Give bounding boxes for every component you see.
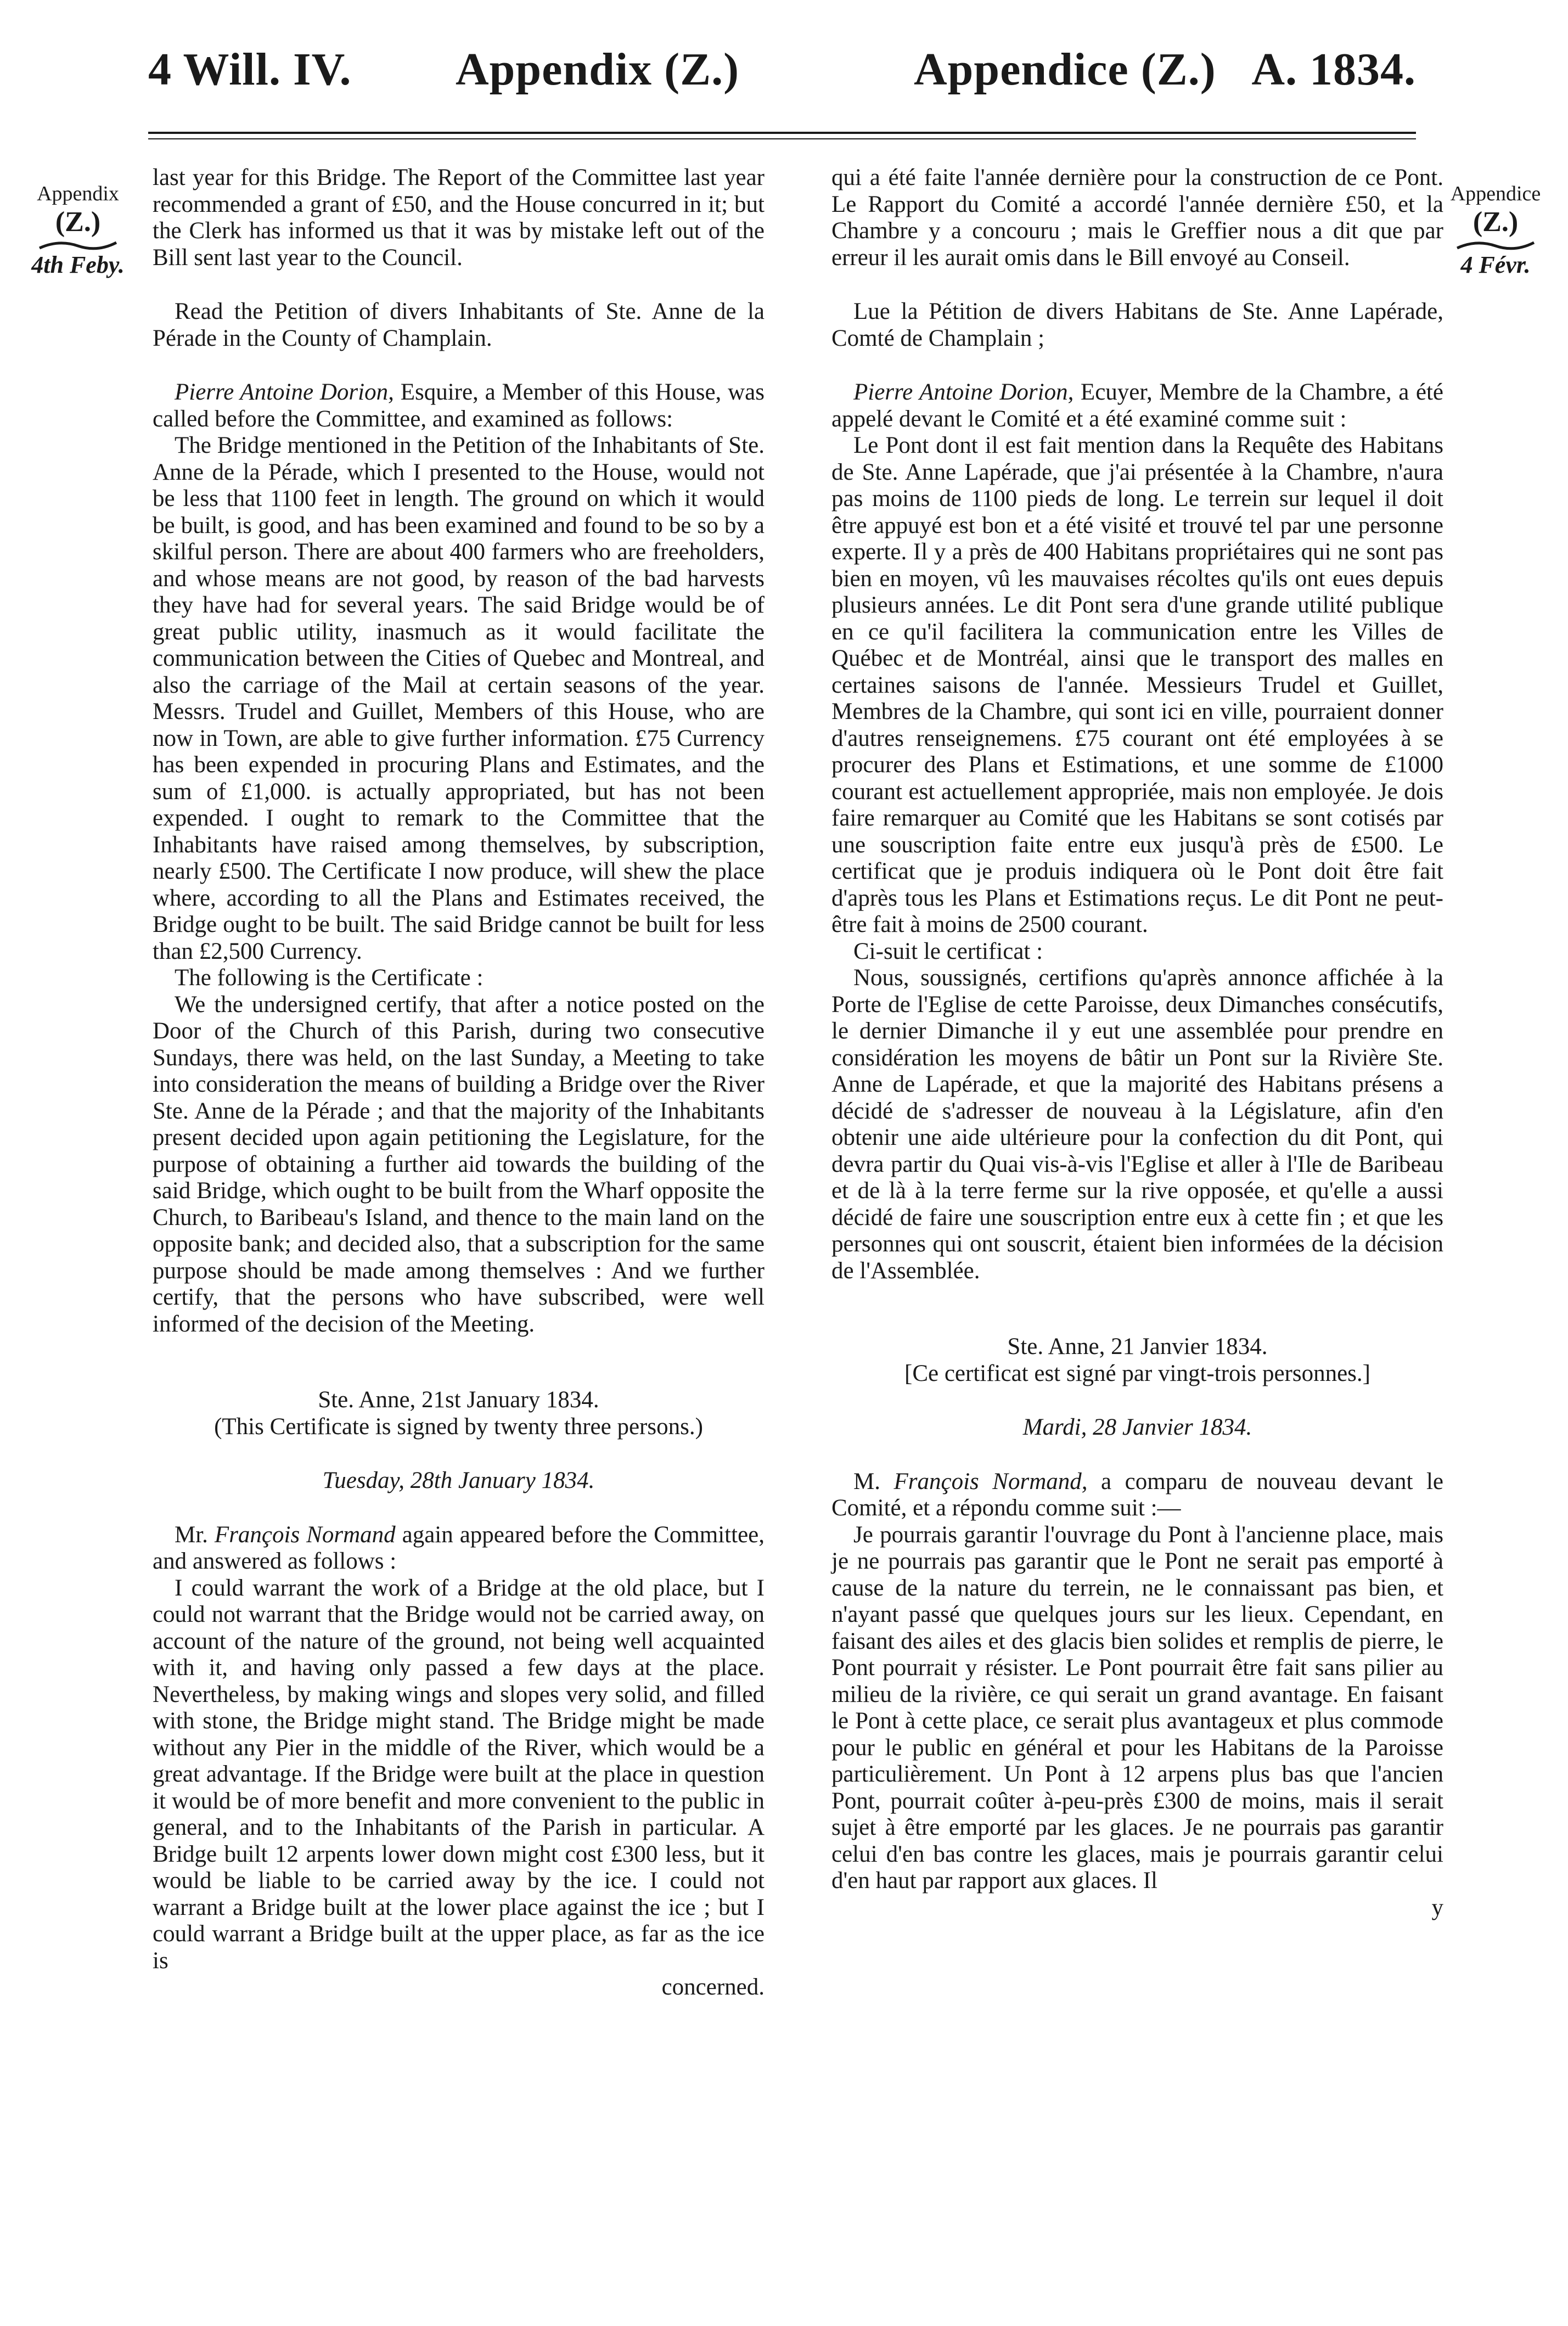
french-column xyxy=(831,165,1443,1921)
margin-note-left xyxy=(12,181,144,278)
day-heading: Mardi, 28 Janvier 1834. xyxy=(1022,1414,1252,1440)
paragraph: Ci-suit le certificat : xyxy=(853,938,1043,964)
witness-intro: Mr. François Normand again appeared before the Committee, and answered as follows : xyxy=(153,1521,765,1574)
place-date: Ste. Anne, 21st January 1834. xyxy=(318,1387,599,1413)
paragraph: qui a été faite l'année dernière pour la construction de ce Pont. Le Rapport du Comité a accordé l'année dernière £50, et la Chambre y a concouru ; mais le Greffier nous a dit que par erreur il les aurait omis dans le Bill envoyé au Conseil. xyxy=(831,165,1443,271)
paragraph: Lue la Pétition de divers Habitans de Ste. Anne Lapérade, Comté de Champlain ; xyxy=(831,299,1443,351)
margin-date: 4 Févr. xyxy=(1460,251,1531,278)
testimony: Je pourrais garantir l'ouvrage du Pont à l'ancienne place, mais je ne pourrais pas garantir que le Pont ne serait pas emporté à cause de la nature du terrein, ne le connaissant pas bien, et n'ayant passé que quelques jours sur les lieux. Cependant, en faisant des ailes et des glacis bien solides et remplis de pierre, le Pont pourrait y résister. Le Pont pourrait être fait sans pilier au milieu de la rivière, ce qui serait un grand avantage. En faisant le Pont à cette place, ce serait plus avantageux et plus commode pour le public en général et pour les Habitans de la Paroisse particulièrement. Un Pont à 12 arpens plus bas que l'ancien Pont, pourrait coûter à-peu-près £300 de moins, mais il serait sujet à être emporté par les glaces. Je ne pourrais pas garantir celui d'en bas contre les glaces, mais je pourrais garantir celui d'en haut par rapport aux glaces. Il xyxy=(831,1521,1443,1894)
header-rule xyxy=(148,132,1416,134)
witness-intro: M. François Normand, a comparu de nouveau devant le Comité, et a répondu comme suit :— xyxy=(831,1468,1443,1521)
flourish-icon xyxy=(1454,238,1537,252)
witness-name: François Normand xyxy=(214,1521,396,1548)
witness-name: François Normand, xyxy=(893,1468,1088,1495)
paragraph: last year for this Bridge. The Report of the Committee last year recommended a grant of £50, and the House concurred in it; but the Clerk has informed us that it was by mistake left out of the Bill sent last year to the Council. xyxy=(153,165,765,271)
margin-appendix-letter: (Z.) xyxy=(55,206,101,238)
witness-intro: Pierre Antoine Dorion, Ecuyer, Membre de la Chambre, a été appelé devant le Comité et a été examiné comme suit : xyxy=(831,379,1443,432)
certificate-text: Nous, soussignés, certifions qu'après annonce affichée à la Porte de l'Eglise de cette Paroisse, deux Dimanches consécutifs, le dernier Dimanche il y eut une assemblée pour prendre en considération les moyens de bâtir un Pont sur la Rivière Ste. Anne de Lapérade, et que la majorité des Habitans présens a décidé de s'adresser de nouveau à la Législature, afin d'en obtenir une aide ultérieure pour la confection du dit Pont, qui devra partir du Quai vis-à-vis l'Eglise et aller à l'Ile de Baribeau et de là à la terre ferme sur la rive opposée, et qu'elle a aussi décidé de faire une souscription entre eux à cette fin ; et que les personnes qui ont souscrit, étaient bien informées de la décision de l'Assemblée. xyxy=(831,965,1443,1284)
margin-label: Appendice xyxy=(1450,182,1541,205)
margin-appendix-letter: (Z.) xyxy=(1473,206,1519,238)
header-year: A. 1834. xyxy=(1251,44,1416,95)
margin-note-right xyxy=(1430,181,1561,278)
paragraph-end: y xyxy=(1431,1894,1443,1920)
english-column xyxy=(153,165,765,2001)
margin-date: 4th Feby. xyxy=(31,251,125,278)
testimony: I could warrant the work of a Bridge at the old place, but I could not warrant that the Bridge would not be carried away, on account of the nature of the ground, not being well acquainted with it, and having only passed a few days at the place. Nevertheless, by making wings and slopes very solid, and filled with stone, the Bridge might stand. The Bridge might be made without any Pier in the middle of the River, which would be a great advantage. If the Bridge were built at the place in question it would be of more benefit and more convenient to the public in general, and to the Inhabitants of the Parish in particular. A Bridge built 12 arpents lower down might cost £300 less, but it would be liable to be carried away by the ice. I could not warrant a Bridge built at the lower place against the ice ; but I could warrant a Bridge built at the upper place, as far as the ice is xyxy=(153,1575,765,1974)
header-appendix-fr: Appendice (Z.) xyxy=(914,44,1216,95)
signature-note: [Ce certificat est signé par vingt-trois personnes.] xyxy=(904,1360,1370,1386)
signature-note: (This Certificate is signed by twenty three persons.) xyxy=(214,1413,703,1440)
day-heading: Tuesday, 28th January 1834. xyxy=(322,1468,595,1493)
testimony: The Bridge mentioned in the Petition of the Inhabitants of Ste. Anne de la Pérade, which I presented to the House, would not be less that 1100 feet in length. The ground on which it would be built, is good, and has been examined and found to be so by a skilful person. There are about 400 farmers who are freeholders, and whose means are not good, by reason of the bad harvests they have had for several years. The said Bridge would be of great public utility, inasmuch as it would facilitate the communication between the Cities of Quebec and Montreal, and also the carriage of the Mail at certain seasons of the year. Messrs. Trudel and Guillet, Members of this House, who are now in Town, are able to give further information. £75 Currency has been expended in procuring Plans and Estimates, and the sum of £1,000. is actually appropriated, but has not been expended. I ought to remark to the Committee that the Inhabitants have raised among themselves, by subscription, nearly £500. The Certificate I now produce, will shew the place where, according to all the Plans and Estimates received, the Bridge ought to be built. The said Bridge cannot be built for less than £2,500 Currency. xyxy=(153,432,765,964)
header-appendix-en: Appendix (Z.) xyxy=(456,44,740,95)
running-header xyxy=(148,26,1416,95)
paragraph: Read the Petition of divers Inhabitants of Ste. Anne de la Pérade in the County of Champlain. xyxy=(153,299,765,351)
paragraph-end: concerned. xyxy=(661,1974,765,2000)
header-reign: 4 Will. IV. xyxy=(148,44,352,95)
witness-intro: Pierre Antoine Dorion, Esquire, a Member of this House, was called before the Committee, and examined as follows: xyxy=(153,379,765,432)
header-rule-thin xyxy=(148,138,1416,139)
paragraph: The following is the Certificate : xyxy=(175,965,484,991)
certificate-text: We the undersigned certify, that after a notice posted on the Door of the Church of this Parish, during two consecutive Sundays, there was held, on the last Sunday, a Meeting to take into consideration the means of building a Bridge over the River Ste. Anne de la Pérade ; and that the majority of the Inhabitants present decided upon again petitioning the Legislature, for the purpose of obtaining a further aid towards the building of the said Bridge, which ought to be built from the Wharf opposite the Church, to Baribeau's Island, and thence to the main land on the opposite bank; and decided also, that a subscription for the same purpose should be made among themselves : And we further certify, that the persons who have subscribed, were well informed of the decision of the Meeting. xyxy=(153,991,765,1337)
testimony: Le Pont dont il est fait mention dans la Requête des Habitans de Ste. Anne Lapérade, que j'ai présentée à la Chambre, n'aura pas moins de 1100 pieds de long. Le terrein sur lequel il doit être appuyé est bon et a été visité et trouvé tel par une personne experte. Il y a près de 400 Habitans propriétaires qui ne sont pas bien en moyen, vû les mauvaises récoltes qu'ils ont eues depuis plusieurs années. Le dit Pont sera d'une grande utilité publique en ce qu'il facilitera la communication entre les Villes de Québec et de Montréal, ainsi que le transport des malles en certaines saisons de l'année. Messieurs Trudel et Guillet, Membres de la Chambre, qui sont ici en ville, pourraient donner d'autres renseignemens. £75 courant ont été employées à se procurer des Plans et Estimations, et une somme de £1000 courant est actuellement appropriée, mais non employée. Je dois faire remarquer au Comité que les Habitans se sont cotisés par une souscription faite entre eux jusqu'à près de £500. Le certificat que je produis indiquera où le Pont doit être fait d'après tous les Plans et Estimations reçus. Le dit Pont ne peut-être fait à moins de 2500 courant. xyxy=(831,432,1443,937)
witness-name: Pierre Antoine Dorion, xyxy=(853,379,1074,405)
margin-label: Appendix xyxy=(37,182,119,205)
flourish-icon xyxy=(37,238,119,252)
place-date: Ste. Anne, 21 Janvier 1834. xyxy=(1007,1334,1268,1359)
witness-name: Pierre Antoine Dorion, xyxy=(175,379,394,405)
